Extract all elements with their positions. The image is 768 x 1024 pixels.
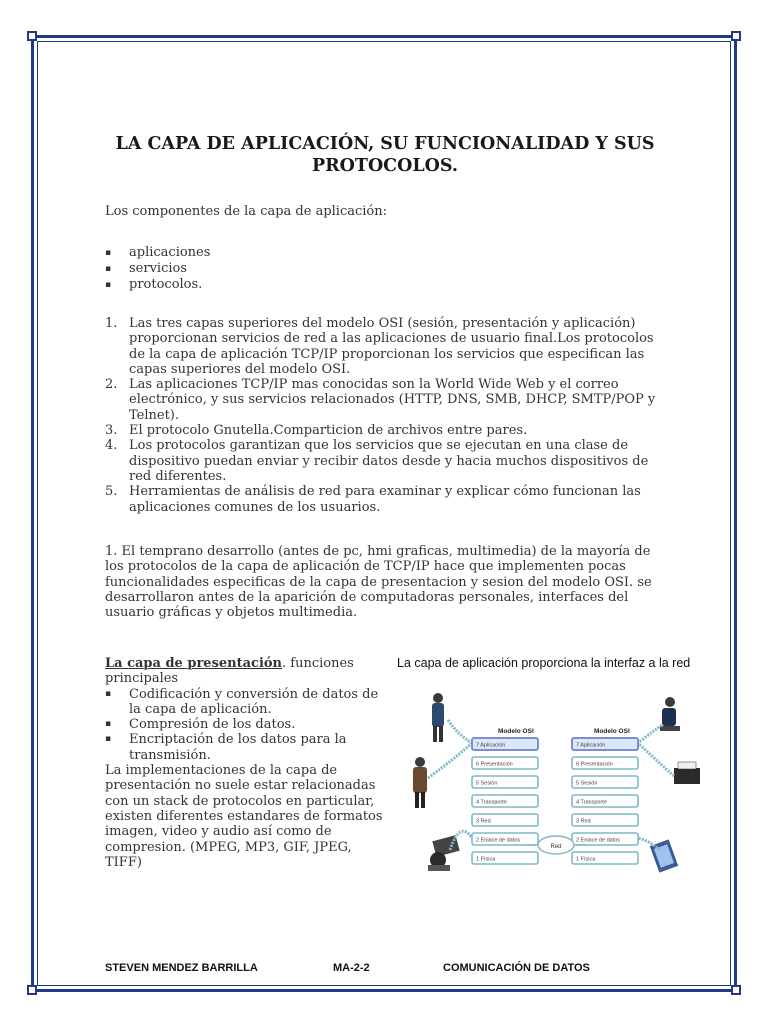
corner-ornament-bl <box>27 985 37 995</box>
list-item <box>105 377 660 423</box>
components-list <box>105 245 210 293</box>
heading-suffix: . funciones principales <box>105 656 354 687</box>
numbered-list <box>105 316 660 515</box>
list-item <box>105 438 660 484</box>
list-text: Los protocolos garantizan que los servicios que se ejecutan en una clase de dispositivo puedan enviar y recibir datos desde y hacia muchos dispositivos de red diferentes. <box>129 438 649 484</box>
list-text: Las tres capas superiores del modelo OSI (sesión, presentación y aplicación) proporcionan servicios de red a las aplicaciones de usuario final.Los protocolos de la capa de aplicación TCP/IP proporcionan los servicios que especifican las capas superiores del modelo OSI. <box>129 316 654 377</box>
footer-author: STEVEN MENDEZ BARRILLA <box>105 962 258 974</box>
presentation-heading-line <box>105 656 385 687</box>
list-item: ▪ servicios <box>105 261 210 277</box>
footer-code: MA-2-2 <box>333 962 370 974</box>
list-item: ▪ aplicaciones <box>105 245 210 261</box>
development-paragraph: 1. El temprano desarrollo (antes de pc, hmi graficas, multimedia) de la mayoría de los protocolos de la capa de aplicación de TCP/IP hace que implementen pocas funcionalidades especificas de la capa de presentacion y sesion del modelo OSI. se desarrollaron antes de la aparición de computadoras personales, interfaces del usuario gráficas y objetos multimedia. <box>105 544 652 621</box>
osi-layer-label: 6 Presentación <box>576 761 613 768</box>
osi-layer-label: 4 Transporte <box>576 799 607 806</box>
list-item <box>105 484 660 515</box>
person-icon <box>413 757 427 808</box>
osi-layer-label: 6 Presentación <box>476 761 513 768</box>
person-icon <box>660 697 680 731</box>
list-item: ▪ Codificación y conversión de datos de la capa de aplicación. <box>105 687 385 718</box>
list-number: 1. <box>105 316 118 331</box>
list-item: ▪ protocolos. <box>105 277 210 293</box>
osi-layer-label: 1 Física <box>576 856 596 863</box>
svg-text:Red: Red <box>550 844 562 850</box>
printer-icon <box>674 762 700 784</box>
osi-layer-label: 7 Aplicación <box>576 742 606 749</box>
osi-layer-label: 5 Sesión <box>576 780 598 787</box>
osi-layer-label: 1 Física <box>476 856 496 863</box>
figure-caption: La capa de aplicación proporciona la interfaz a la red <box>397 656 691 670</box>
network-cloud-icon <box>538 836 574 854</box>
list-number: 3. <box>105 423 118 439</box>
list-text: Herramientas de análisis de red para examinar y explicar cómo funcionan las aplicaciones comunes de los usuarios. <box>129 484 641 515</box>
functions-list <box>105 687 385 763</box>
model-title-right: Modelo OSI <box>594 728 630 735</box>
corner-ornament-br <box>731 985 741 995</box>
footer-subject: COMUNICACIÓN DE DATOS <box>443 962 590 974</box>
list-number: 4. <box>105 438 118 454</box>
osi-layer-label: 3 Red <box>476 818 491 825</box>
list-item <box>105 316 660 377</box>
osi-layer-label: 2 Enlace de datos <box>576 837 621 844</box>
list-text: Las aplicaciones TCP/IP mas conocidas son la World Wide Web y el correo electrónico, y sus servicios relacionados (HTTP, DNS, SMB, DHCP, SMTP/POP y Telnet). <box>129 377 656 423</box>
person-icon <box>432 693 444 742</box>
list-number: 2. <box>105 377 118 393</box>
list-number: 5. <box>105 484 118 500</box>
osi-layer-label: 5 Sesión <box>476 780 498 787</box>
osi-layer-label: 4 Transporte <box>476 799 507 806</box>
list-text: El protocolo Gnutella.Comparticion de archivos entre pares. <box>129 423 528 439</box>
list-item <box>105 423 660 438</box>
list-item: ▪ Encriptación de los datos para la transmisión. <box>105 732 385 763</box>
section-heading: La capa de presentación <box>105 656 283 671</box>
intro-text: Los componentes de la capa de aplicación: <box>105 204 388 219</box>
model-title-left: Modelo OSI <box>498 728 534 735</box>
osi-layer-label: 3 Red <box>576 818 591 825</box>
osi-model-figure <box>398 690 720 890</box>
osi-layer-label: 2 Enlace de datos <box>476 837 521 844</box>
osi-layer-label: 7 Aplicación <box>476 742 506 749</box>
corner-ornament-tl <box>27 31 37 41</box>
document-title: LA CAPA DE APLICACIÓN, SU FUNCIONALIDAD Y SUS PROTOCOLOS. <box>115 134 655 176</box>
presentation-text: La implementaciones de la capa de presentación no suele estar relacionadas con un stack de protocolos en particular, existen diferentes estandares de formatos imagen, video y audio así como de compresion. (MPEG, MP3, GIF, JPEG, TIFF) <box>105 763 383 870</box>
list-item: ▪ Compresión de los datos. <box>105 717 385 732</box>
presentation-section <box>105 656 385 870</box>
corner-ornament-tr <box>731 31 741 41</box>
